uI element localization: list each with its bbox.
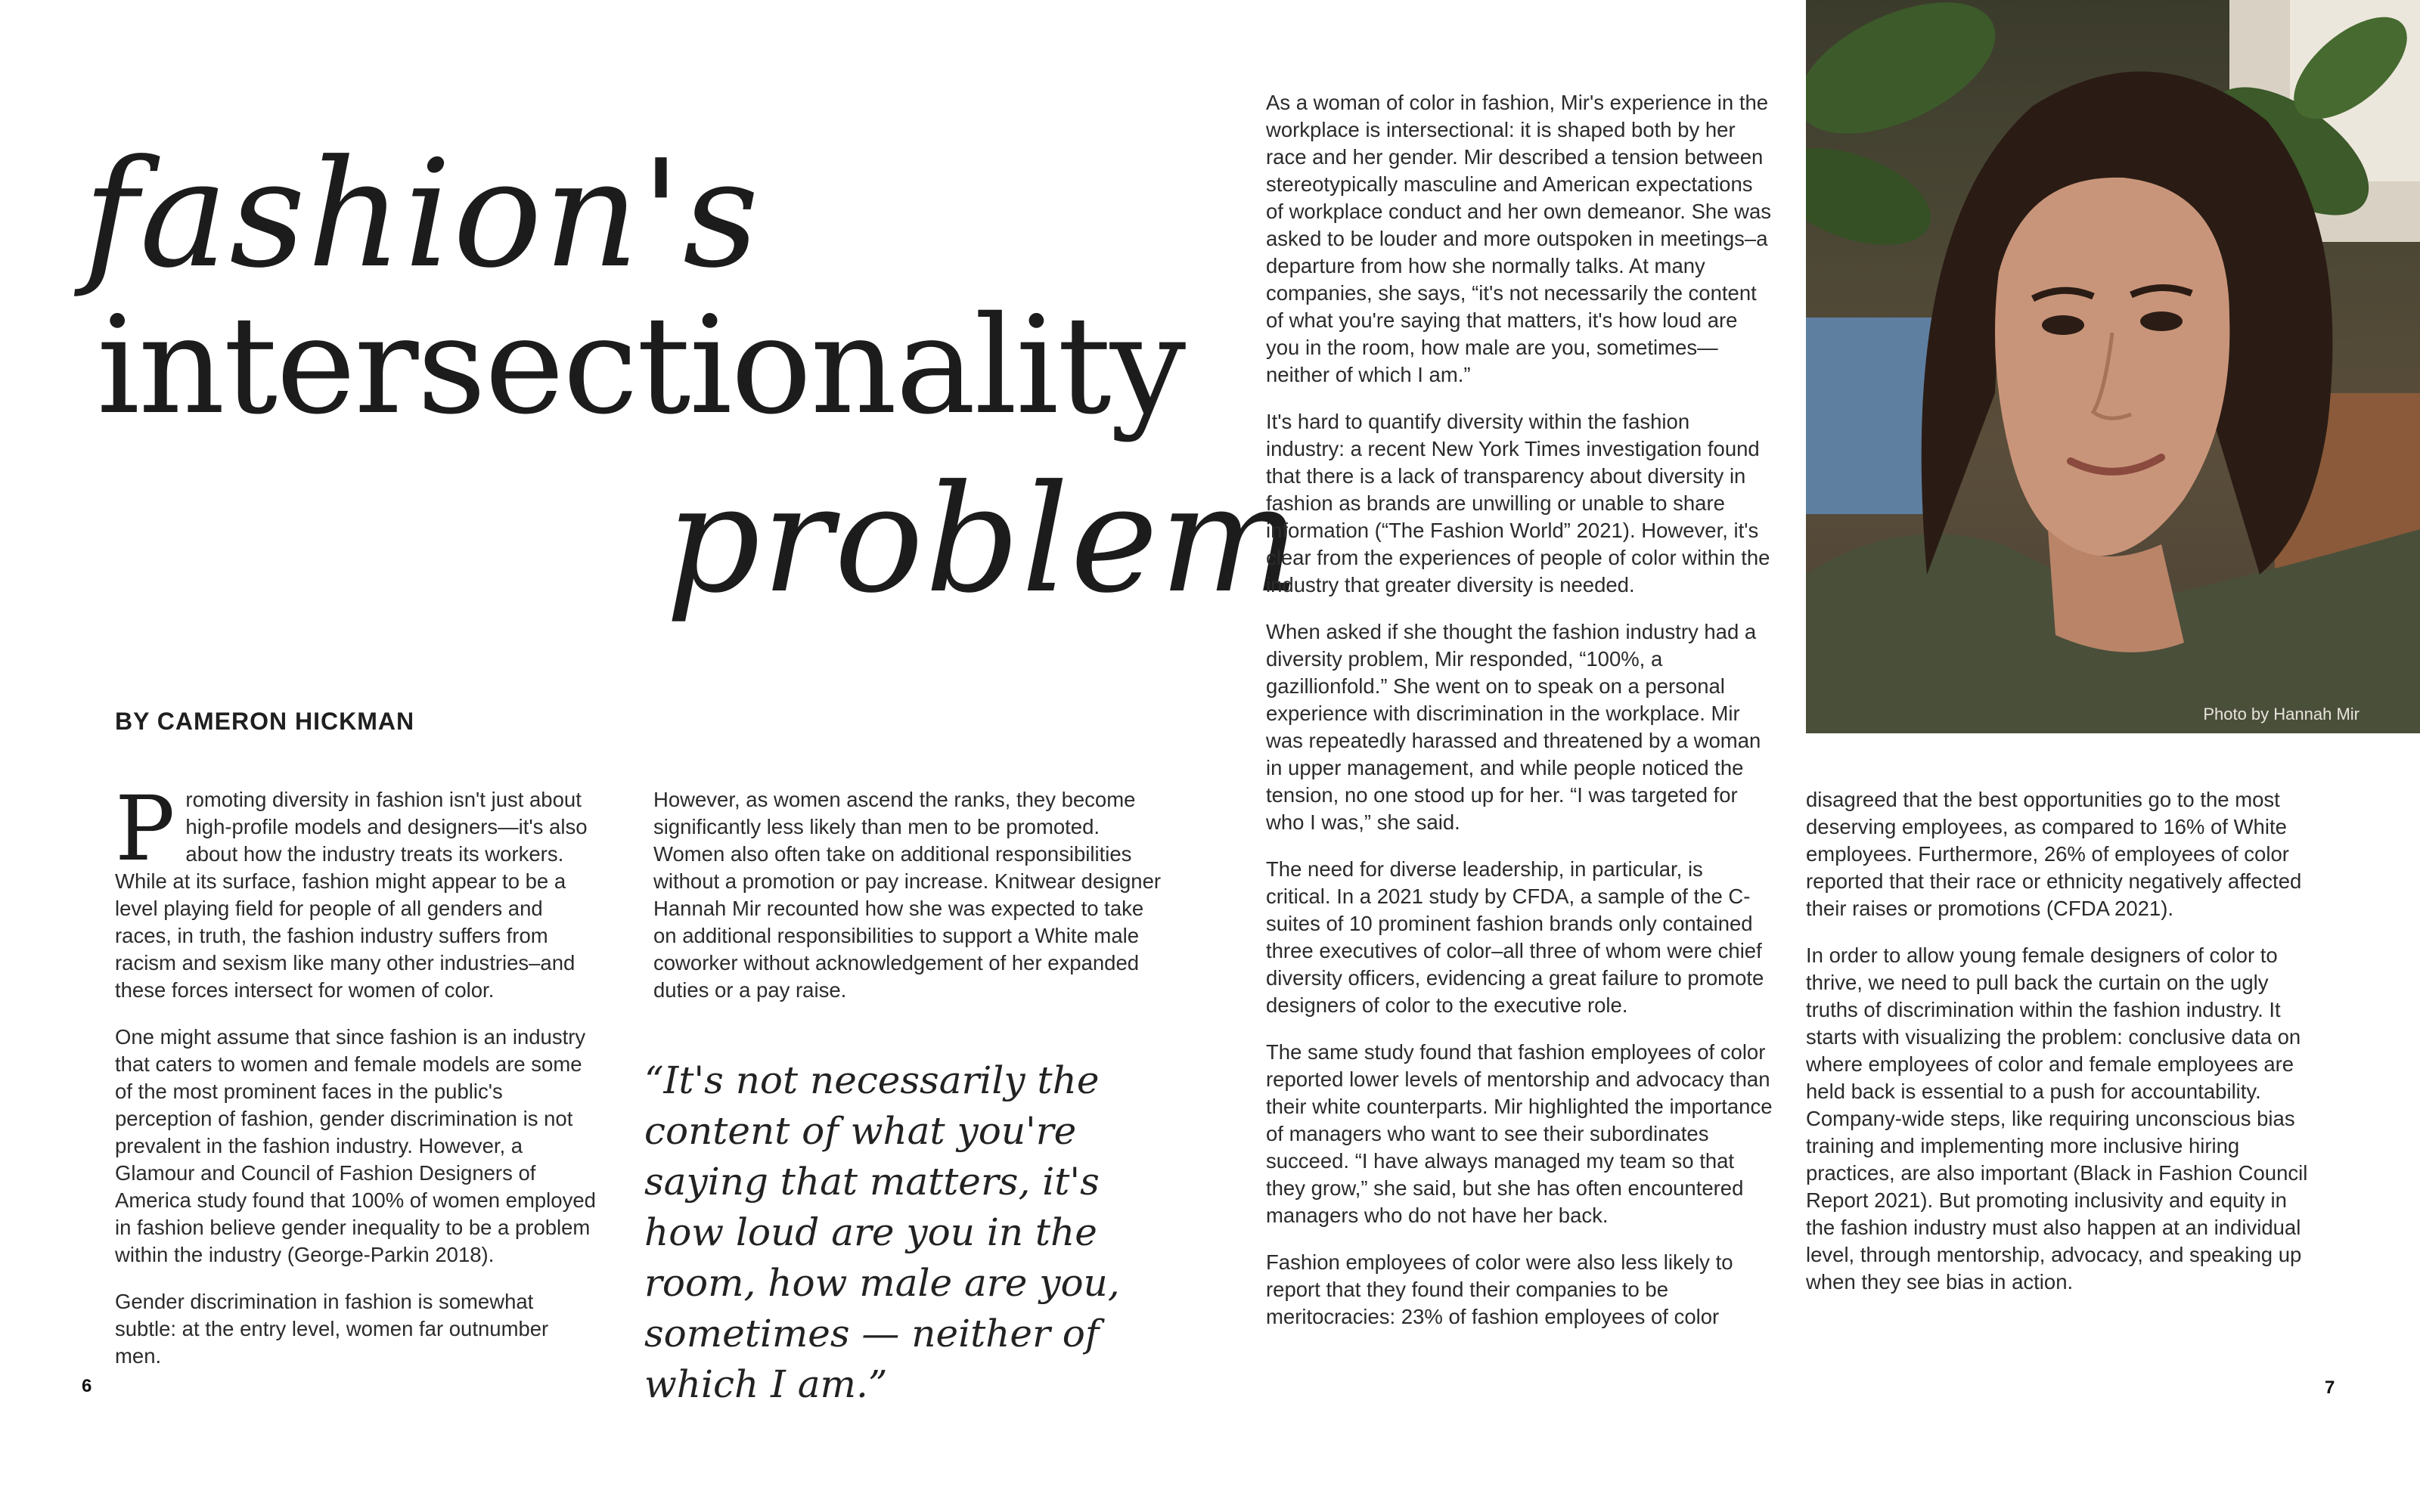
photo-face: [1995, 178, 2229, 556]
photo-credit: Photo by Hannah Mir: [2203, 705, 2360, 723]
paragraph: Gender discrimination in fashion is somewhat subtle: at the entry level, women far outnumber men.: [115, 1290, 549, 1368]
portrait-photo: [1806, 0, 2420, 733]
paragraph: One might assume that since fashion is an industry that caters to women and female models are some of the most prominent faces in the public's perception of fashion, gender discrimination is not prevalent in the fashion industry. However, a Glamour and Council of Fashion Designers of America study found that 100% of women employed in fashion believe gender inequality to be a problem within the industry (George-Parkin 2018).: [115, 1025, 596, 1266]
title-line-3: problem: [666, 454, 1302, 626]
page-number-left: 6: [82, 1376, 92, 1396]
article-column-3: [1266, 89, 1773, 1350]
byline: BY CAMERON HICKMAN: [115, 708, 415, 735]
paragraph: As a woman of color in fashion, Mir's experience in the workplace is intersectional: it is shaped both by her race and her gender. Mir described a tension between stereotypically masculine and American expectations of workplace conduct and her own demeanor. She was asked to be louder and more outspoken in meetings–a departure from how she normally talks. At many companies, she says, “it's not necessarily the content of what you're saying that matters, it's how loud are you in the room, how male are you, sometimes—neither of which I am.”: [1266, 91, 1772, 386]
paragraph: The need for diverse leadership, in particular, is critical. In a 2021 study by CFDA, a sample of the C-suites of 10 prominent fashion brands only contained three executives of color–all three of whom were chief diversity officers, evidencing a great failure to promote designers of color to the executive role.: [1266, 857, 1764, 1017]
photo-pillow: [1806, 318, 1942, 514]
portrait-illustration: [1806, 0, 2420, 733]
article-column-4: [1806, 786, 2311, 1315]
pull-quote: “It's not necessarily the content of what you're saying that matters, it's how loud are you in the room, how male are you, sometimes — neither of which I am.”: [644, 1058, 1120, 1406]
paragraph: The same study found that fashion employees of color reported lower levels of mentorship and advocacy than their white counterparts. Mir highlighted the importance of managers who want to see their subordinates succeed. “I have always managed my team so that they grow,” she said, but she has often encountered managers who do not have her back.: [1266, 1040, 1773, 1227]
paragraph: disagreed that the best opportunities go to the most deserving employees, as compared to 16% of White employees. Furthermore, 26% of employees of color reported that their race or ethnicity negatively affected their raises or promotions (CFDA 2021).: [1806, 788, 2302, 920]
paragraph: [115, 776, 599, 1004]
paragraph: In order to allow young female designers of color to thrive, we need to pull back the curtain on the ugly truths of discrimination within the fashion industry. It starts with visualizing the problem: conclusive data on where employees of color and female employees are held back is essential to a push for accountability. Company-wide steps, like requiring unconscious bias training and implementing more inclusive hiring practices, are also important (Black in Fashion Council Report 2021). But promoting inclusivity and equity in the fashion industry must also happen at an individual level, through mentorship, advocacy, and speaking up when they see bias in action.: [1806, 943, 2308, 1294]
photo-eye-left: [2042, 315, 2084, 335]
paragraph: When asked if she thought the fashion industry had a diversity problem, Mir responded, “100%, a gazillionfold.” She went on to speak on a personal experience with discrimination in the workplace. Mir was repeatedly harassed and threatened by a woman in upper management, and while people noticed the tension, no one stood up for her. “I was targeted for who I was,” she said.: [1266, 620, 1761, 834]
title-line-1: fashion's: [83, 129, 761, 301]
article-column-1: [115, 776, 599, 1390]
page-number-right: 7: [2325, 1377, 2335, 1398]
photo-eye-right: [2140, 311, 2183, 331]
title-line-2: intersectionality: [97, 287, 1185, 444]
paragraph-text: romoting diversity in fashion isn't just about high-profile models and designers—it's also about how the industry treats its workers. While at its surface, fashion might appear to be a level playing field for people of all genders and races, in truth, the fashion industry suffers from racism and sexism like many other industries–and these forces intersect for women of color.: [115, 788, 588, 1002]
paragraph: Fashion employees of color were also less likely to report that they found their companies to be meritocracies: 23% of fashion employees of color: [1266, 1250, 1733, 1328]
drop-cap: P: [115, 776, 175, 881]
paragraph: It's hard to quantify diversity within the fashion industry: a recent New York Times investigation found that there is a lack of transparency about diversity in fashion as brands are unwilling or unable to share information (“The Fashion World” 2021). However, it's clear from the experiences of people of color within the industry that greater diversity is needed.: [1266, 410, 1770, 596]
paragraph: However, as women ascend the ranks, they become significantly less likely than men to be promoted. Women also often take on additional responsibilities without a promotion or pay increase. Knitwear designer Hannah Mir recounted how she was expected to take on additional responsibilities to support a White male coworker without acknowledgement of her expanded duties or a pay raise.: [653, 788, 1162, 1002]
article-column-2: [653, 786, 1168, 1024]
